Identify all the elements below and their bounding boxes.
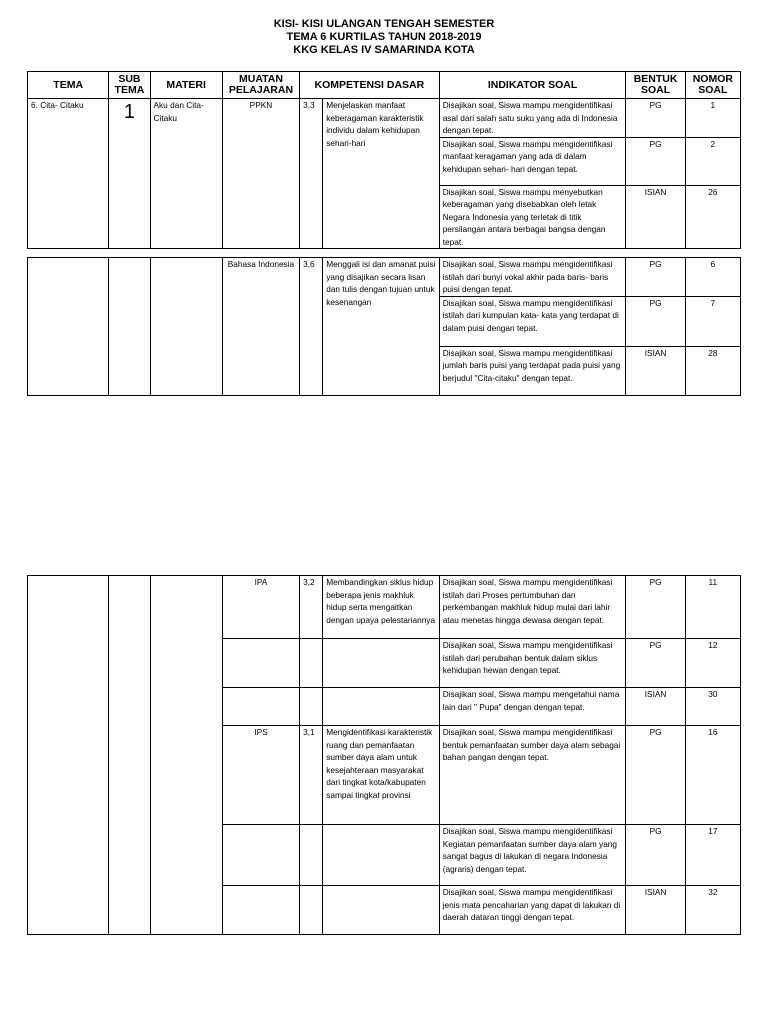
kd-number: 3,3 [300,99,323,249]
kd-text [323,825,439,886]
indikator-cell: Disajikan soal, Siswa mampu mengidentifikasi istilah dari perubahan bentuk dalam siklus kehidupan hewan dengan tepat. [439,639,626,688]
indikator-cell: Disajikan soal, Siswa mampu mengidentifikasi jenis mata pencaharian yang dapat di lakukan di daerah dataran tinggi dengan tepat. [439,886,626,935]
kd-number [300,886,323,935]
kd-text: Mengidentifikasi karakteristik ruang dan pemanfaatan sumber daya alam untuk kesejahteraan masyarakat dari tingkat kota/kabupaten sampai tingkat provinsi [323,726,439,825]
nomor-cell: 32 [685,886,740,935]
materi-cell [150,576,222,935]
tema-cell [28,576,109,935]
indikator-cell: Disajikan soal, Siswa mampu mengidentifikasi istilah dari bunyi vokal akhir pada baris- baris puisi dengan tepat. [439,258,626,297]
header-row [28,72,741,99]
title-line-3: KKG KELAS IV SAMARINDA KOTA [293,44,475,56]
kd-number [300,639,323,688]
muatan-cell: IPS [222,726,299,825]
indikator-cell: Disajikan soal, Siswa mampu mengidentifikasi jumlah baris puisi yang terdapat pada puisi yang berjudul "Cita-citaku" dengan tepat. [439,346,626,395]
kd-number [300,825,323,886]
indikator-cell: Disajikan soal, Siswa mampu mengidentifikasi Kegiatan pemanfaatan sumber daya alam yang sangat bagus di lakukan di negara Indonesia (agraris) dengan tepat. [439,825,626,886]
kd-text [323,886,439,935]
bentuk-cell: PG [626,576,685,639]
kd-number: 3,1 [300,726,323,825]
col-nomor: NOMOR SOAL [685,72,740,99]
nomor-cell: 6 [685,258,740,297]
table-row [28,258,741,297]
muatan-cell [222,639,299,688]
col-materi: MATERI [150,72,222,99]
col-tema: TEMA [28,72,109,99]
bentuk-cell: PG [626,258,685,297]
title-line-1: KISI- KISI ULANGAN TENGAH SEMESTER [273,18,495,30]
kd-text [323,639,439,688]
nomor-cell: 26 [685,185,740,249]
indikator-cell: Disajikan soal, Siswa mampu mengidentifikasi istilah dari kumpulan kata- kata yang terdapat di dalam puisi dengan tepat. [439,296,626,346]
kd-text [323,688,439,726]
subtema-cell [109,258,150,396]
col-indikator: INDIKATOR SOAL [439,72,626,99]
bentuk-cell: PG [626,296,685,346]
nomor-cell: 2 [685,137,740,185]
subtema-cell: 1 [109,99,150,249]
nomor-cell: 16 [685,726,740,825]
muatan-cell [222,886,299,935]
bentuk-cell: PG [626,137,685,185]
kisi-table-3 [27,575,741,935]
table-row [28,576,741,639]
muatan-cell: PPKN [222,99,299,249]
indikator-cell: Disajikan soal, Siswa mampu mengidentifikasi asal dari salah satu suku yang ada di Indonesia dengan tepat. [439,99,626,138]
bentuk-cell: ISIAN [626,688,685,726]
nomor-cell: 30 [685,688,740,726]
bentuk-cell: PG [626,726,685,825]
muatan-cell [222,825,299,886]
indikator-cell: Disajikan soal, Siswa mampu menyebutkan keberagaman yang disebabkan oleh letak Negara Indonesia yang terletak di titik persilangan antara berbagai bangsa dengan tepat. [439,185,626,249]
kd-number [300,688,323,726]
col-kompetensi-dasar: KOMPETENSI DASAR [300,72,440,99]
kd-text: Menjelaskan manfaat keberagaman karakteristik individu dalam kehidupan sehari-hari [323,99,439,249]
materi-cell [150,258,222,396]
col-subtema: SUB TEMA [109,72,150,99]
bentuk-cell: ISIAN [626,185,685,249]
muatan-cell: IPA [222,576,299,639]
col-bentuk: BENTUK SOAL [626,72,685,99]
table-row [28,99,741,138]
muatan-cell: Bahasa Indonesia [222,258,299,396]
nomor-cell: 7 [685,296,740,346]
col-muatan: MUATAN PELAJARAN [222,72,299,99]
bentuk-cell: PG [626,825,685,886]
kd-number: 3,6 [300,258,323,396]
kd-text: Membandingkan siklus hidup beberapa jenis makhluk hidup serta mengaitkan dengan upaya pelestariannya [323,576,439,639]
indikator-cell: Disajikan soal, Siswa mampu mengetahui nama lain dari " Pupa" dengan dengan tepat. [439,688,626,726]
title-line-2: TEMA 6 KURTILAS TAHUN 2018-2019 [286,31,482,43]
bentuk-cell: PG [626,639,685,688]
nomor-cell: 17 [685,825,740,886]
nomor-cell: 28 [685,346,740,395]
bentuk-cell: ISIAN [626,886,685,935]
kisi-table-1 [27,71,741,249]
nomor-cell: 1 [685,99,740,138]
subtema-cell [109,576,150,935]
indikator-cell: Disajikan soal, Siswa mampu mengidentifikasi manfaat keragaman yang ada di dalam kehidupan sehari- hari dengan tepat. [439,137,626,185]
document-title [0,18,768,57]
tema-cell [28,258,109,396]
indikator-cell: Disajikan soal, Siswa mampu mengidentifikasi istilah dari Proses pertumbuhan dan perkembangan makhluk hidup mulai dari lahir atau menetas hingga dewasa dengan tepat. [439,576,626,639]
bentuk-cell: ISIAN [626,346,685,395]
nomor-cell: 12 [685,639,740,688]
bentuk-cell: PG [626,99,685,138]
muatan-cell [222,688,299,726]
nomor-cell: 11 [685,576,740,639]
tema-cell: 6. Cita- Citaku [28,99,109,249]
kd-number: 3,2 [300,576,323,639]
indikator-cell: Disajikan soal, Siswa mampu mengidentifikasi bentuk pemanfaatan sumber daya alam sebagai bahan pangan dengan tepat. [439,726,626,825]
materi-cell: Aku dan Cita-Citaku [150,99,222,249]
kd-text: Menggali isi dan amanat puisi yang disajikan secara lisan dan tulis dengan tujuan untuk kesenangan [323,258,439,396]
kisi-table-2 [27,257,741,396]
